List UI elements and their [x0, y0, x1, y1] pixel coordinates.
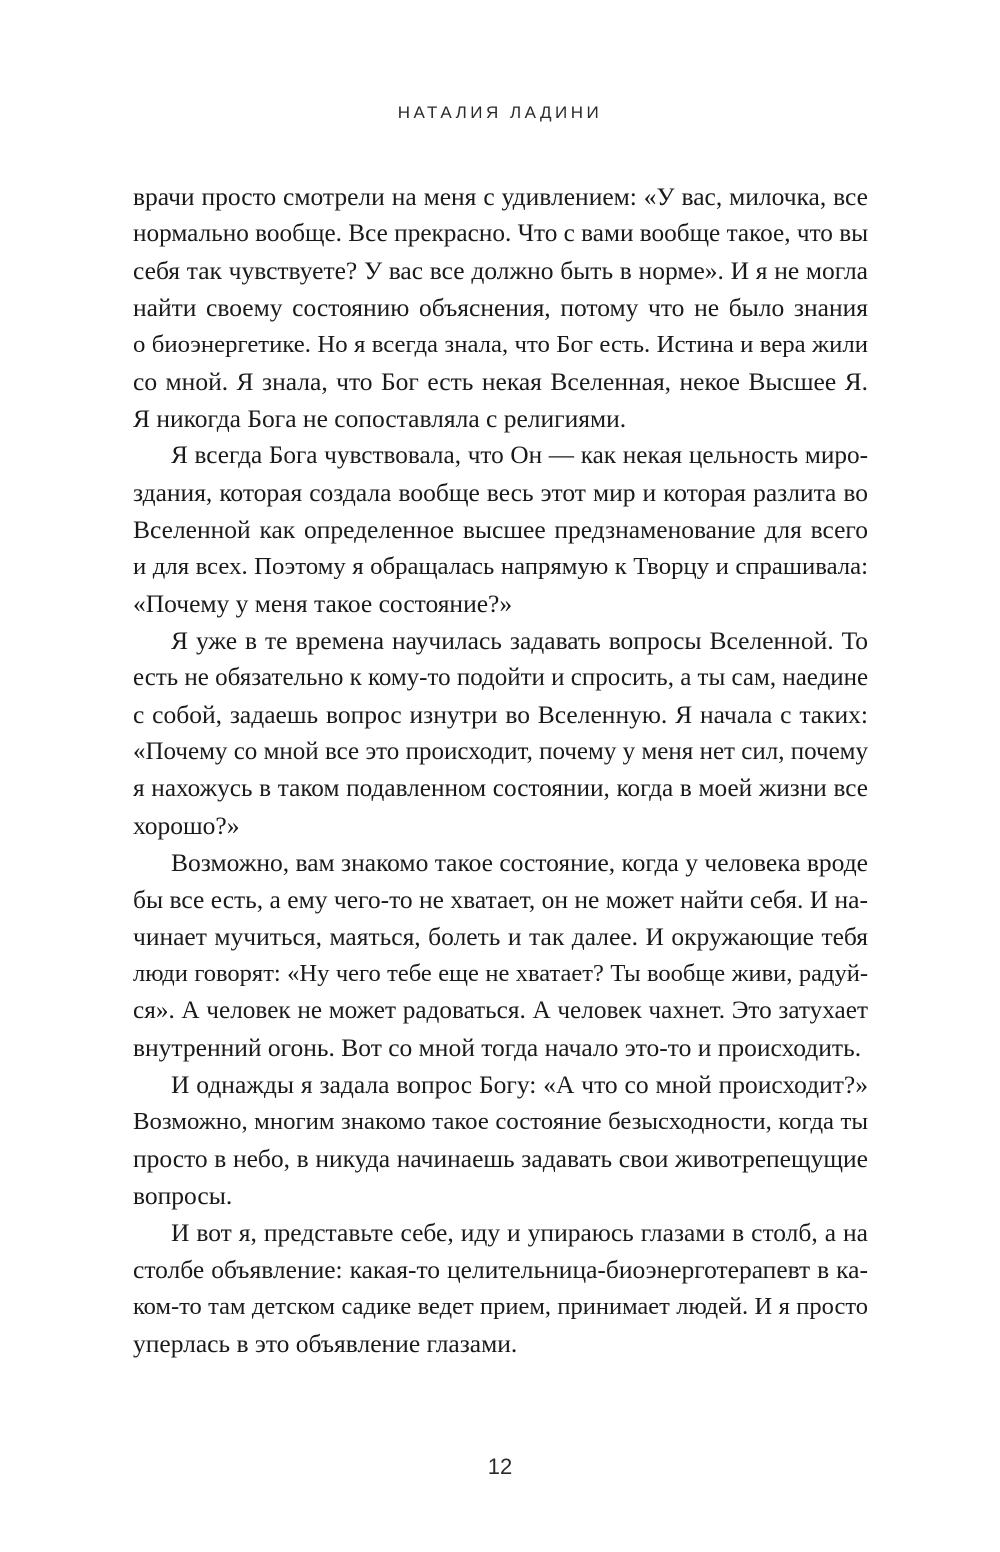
- text-line: с собой, задаешь вопрос изнутри во Вселенную. Я начала с таких:: [133, 700, 868, 729]
- text-line: о биоэнергетике. Но я всегда знала, что Бог есть. Истина и вера жили: [133, 331, 868, 358]
- text-line: И вот я, представьте себе, иду и упираюсь глазами в столб, а на: [171, 1218, 868, 1247]
- text-line: ком-то там детском садике ведет прием, принимает людей. И я просто: [133, 1293, 868, 1320]
- text-line: «Почему у меня такое состояние?»: [133, 589, 513, 618]
- text-line: Возможно, вам знакомо такое состояние, когда у человека вроде: [171, 848, 868, 877]
- text-line: я нахожусь в таком подавленном состоянии, когда в моей жизни все: [133, 774, 868, 802]
- text-line: бы все есть, а ему чего-то не хватает, он не может найти себя. И на-: [133, 885, 868, 914]
- text-line: И однажды я задала вопрос Богу: «А что со мной происходит?»: [171, 1070, 868, 1099]
- running-head: НАТАЛИЯ ЛАДИНИ: [397, 103, 603, 122]
- paragraph: [133, 437, 868, 622]
- text-line: Я никогда Бога не сопоставляла с религиями.: [133, 404, 627, 433]
- text-line: со мной. Я знала, что Бог есть некая Вселенная, некое Высшее Я.: [133, 367, 868, 396]
- paragraph: [133, 178, 868, 437]
- text-line: здания, которая создала вообще весь этот мир и которая разлита во: [133, 478, 868, 507]
- text-line: «Почему со мной все это происходит, почему у меня нет сил, почему: [133, 738, 868, 765]
- text-line: Вселенной как определенное высшее предзнаменование для всего: [133, 515, 868, 544]
- text-line: Я уже в те времена научилась задавать вопросы Вселенной. То: [171, 626, 868, 655]
- text-line: врачи просто смотрели на меня с удивлением: «У вас, милочка, все: [133, 182, 868, 211]
- page-number: 12: [487, 1454, 513, 1479]
- text-line: ся». А человек не может радоваться. А человек чахнет. Это затухает: [133, 996, 868, 1024]
- paragraph: [133, 844, 868, 1066]
- text-line: хорошо?»: [133, 811, 240, 840]
- text-line: Я всегда Бога чувствовала, что Он — как некая цельность миро-: [171, 441, 868, 469]
- text-line: есть не обязательно к кому-то подойти и спросить, а ты сам, наедине: [133, 664, 869, 691]
- text-line: себя так чувствуете? У вас все должно быть в норме». И я не могла: [133, 256, 868, 285]
- text-line: столбе объявление: какая-то целительница-биоэнерготерапевт в ка-: [133, 1255, 868, 1284]
- text-line: и для всех. Поэтому я обращалась напрямую к Творцу и спрашивала:: [133, 553, 868, 580]
- text-line: люди говорят: «Ну чего тебе еще не хватает? Ты вообще живи, радуй-: [133, 960, 868, 987]
- body-text: [133, 178, 868, 1362]
- text-line: нормально вообще. Все прекрасно. Что с вами вообще такое, что вы: [133, 219, 869, 247]
- paragraph: [133, 1214, 868, 1362]
- text-line: внутренний огонь. Вот со мной тогда начало это-то и происходить.: [133, 1033, 862, 1062]
- text-line: уперлась в это объявление глазами.: [133, 1329, 518, 1358]
- paragraph: [133, 1066, 868, 1214]
- text-line: найти своему состоянию объяснения, потому что не было знания: [133, 293, 868, 322]
- text-line: просто в небо, в никуда начинаешь задавать свои животрепещущие: [133, 1144, 868, 1173]
- text-line: Возможно, многим знакомо такое состояние безысходности, когда ты: [133, 1108, 868, 1135]
- text-line: вопросы.: [133, 1181, 233, 1210]
- paragraph: [133, 622, 868, 844]
- text-line: чинает мучиться, маяться, болеть и так далее. И окружающие тебя: [133, 922, 868, 951]
